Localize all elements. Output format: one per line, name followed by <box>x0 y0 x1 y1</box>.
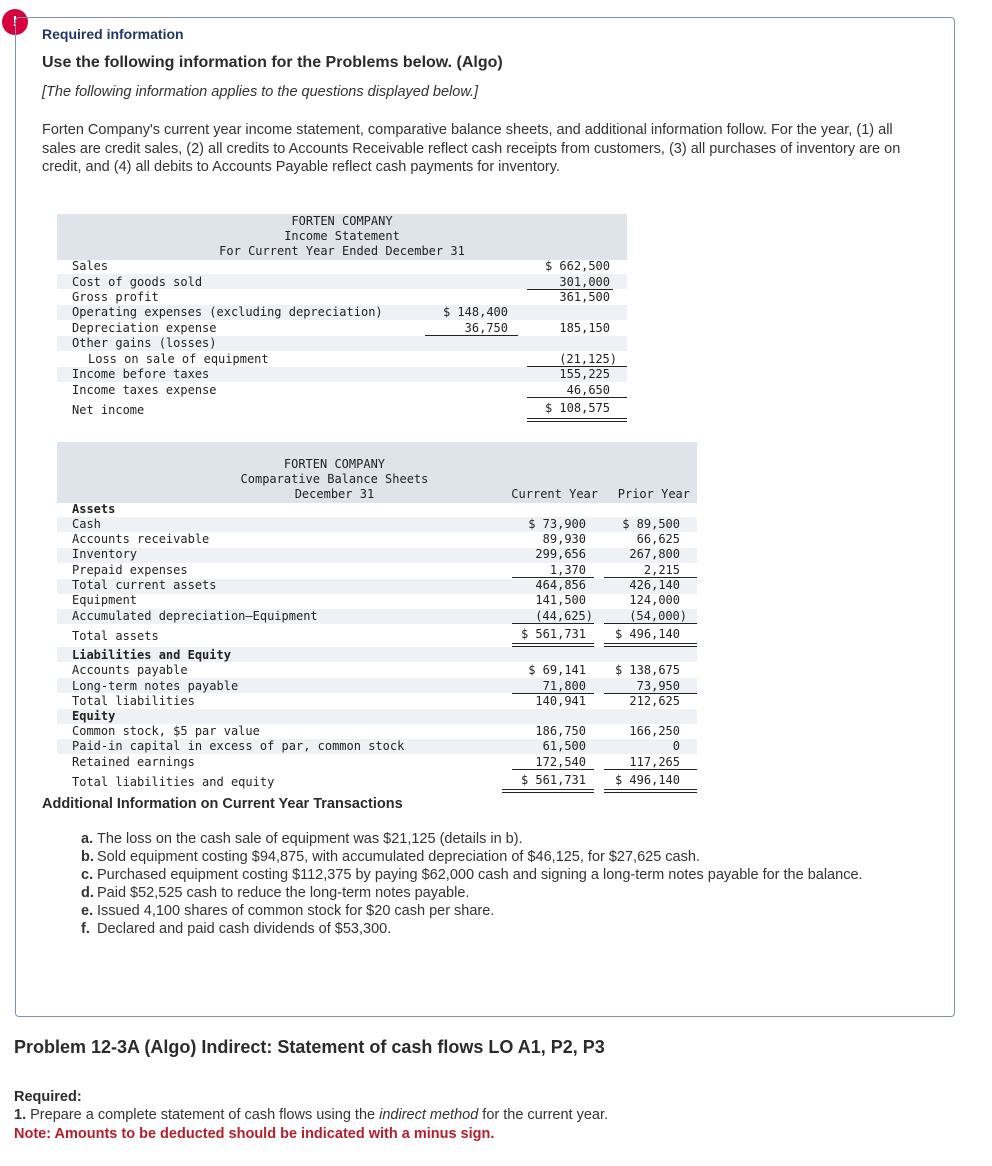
bs-prior-retained-earnings: 117,265 <box>629 755 680 769</box>
bs-label-total-liabilities-equity: Total liabilities and equity <box>72 775 275 789</box>
double-underline <box>527 421 627 422</box>
bs-prior-total-assets: $ 496,140 <box>614 627 680 641</box>
bs-cur-retained-earnings: 172,540 <box>535 755 586 769</box>
bs-label-retained-earnings: Retained earnings <box>72 755 195 769</box>
bs-cur-cash: $ 73,900 <box>528 517 586 531</box>
requirement-text-before: Prepare a complete statement of cash flows using the <box>30 1107 380 1123</box>
bs-title-line-2: Comparative Balance Sheets <box>240 472 429 486</box>
bs-label-common-stock: Common stock, $5 par value <box>72 724 260 738</box>
requirement-1 <box>14 1107 608 1123</box>
item-text: Declared and paid cash dividends of $53,300. <box>97 921 392 937</box>
is-label-net-income: Net income <box>72 403 145 417</box>
is-label-income-before-taxes: Income before taxes <box>72 367 210 381</box>
bs-cur-accounts-receivable: 89,930 <box>542 532 586 546</box>
bs-label-accounts-payable: Accounts payable <box>72 663 188 677</box>
bs-prior-accounts-receivable: 66,625 <box>636 532 680 546</box>
bs-cur-common-stock: 186,750 <box>535 724 586 738</box>
is-title-line-2: Income Statement <box>284 229 400 243</box>
item-text: The loss on the cash sale of equipment was $21,125 (details in b). <box>97 831 523 847</box>
is-value-cogs: 301,000 <box>559 275 610 289</box>
item-letter: e. <box>81 903 94 919</box>
requirement-text-italic: indirect method <box>379 1107 479 1123</box>
bs-label-equipment: Equipment <box>72 593 138 607</box>
bs-cur-total-current-assets: 464,856 <box>535 578 586 592</box>
is-label-other-gains: Other gains (losses) <box>72 336 217 350</box>
bs-label-assets: Assets <box>72 502 116 516</box>
additional-info-heading: Additional Information on Current Year Transactions <box>42 796 403 812</box>
bs-prior-equipment: 124,000 <box>629 593 680 607</box>
is-value-total-expenses: 185,150 <box>559 321 610 335</box>
item-letter: b. <box>81 849 94 865</box>
bs-cur-prepaid-expenses: 1,370 <box>549 563 586 577</box>
is-label-cogs: Cost of goods sold <box>72 275 203 289</box>
additional-info-list <box>81 830 881 938</box>
double-underline <box>604 646 697 647</box>
use-following-heading: Use the following information for the Problems below. (Algo) <box>42 54 503 71</box>
requirement-number: 1. <box>14 1107 27 1123</box>
bs-title-line-3: December 31 <box>294 487 375 501</box>
bs-prior-accumulated-depreciation: (54,000) <box>629 609 687 623</box>
list-item <box>81 830 881 848</box>
is-label-operating-expenses: Operating expenses (excluding depreciation) <box>72 305 383 319</box>
item-text: Sold equipment costing $94,875, with accumulated depreciation of $46,125, for $27,625 cash. <box>97 849 700 865</box>
bs-title-line-1: FORTEN COMPANY <box>283 457 386 471</box>
bs-label-total-liabilities: Total liabilities <box>72 694 195 708</box>
is-value-income-taxes: 46,650 <box>566 383 610 397</box>
is-value-income-before-taxes: 155,225 <box>559 367 610 381</box>
bs-cur-long-term-notes: 71,800 <box>542 679 586 693</box>
item-text: Issued 4,100 shares of common stock for $20 cash per share. <box>97 903 495 919</box>
bs-label-cash: Cash <box>72 517 101 531</box>
underline <box>527 397 627 398</box>
bs-cur-inventory: 299,656 <box>535 547 586 561</box>
is-value-loss-on-sale: (21,125) <box>559 352 617 366</box>
item-letter: d. <box>81 885 94 901</box>
bs-col-current-year: Current Year <box>511 487 598 501</box>
bs-cur-equipment: 141,500 <box>535 593 586 607</box>
bs-cur-total-assets: $ 561,731 <box>520 627 586 641</box>
bs-prior-common-stock: 166,250 <box>629 724 680 738</box>
is-label-gross-profit: Gross profit <box>72 290 159 304</box>
double-underline <box>527 418 627 419</box>
is-label-loss-on-sale: Loss on sale of equipment <box>88 352 269 366</box>
bs-label-equity: Equity <box>72 709 116 723</box>
required-label: Required: <box>14 1089 82 1105</box>
double-underline <box>502 789 594 790</box>
item-text: Paid $52,525 cash to reduce the long-term notes payable. <box>97 885 470 901</box>
bs-label-accumulated-depreciation: Accumulated depreciation—Equipment <box>72 609 318 623</box>
bs-label-paid-in-capital: Paid-in capital in excess of par, common stock <box>72 739 405 753</box>
intro-paragraph: Forten Company's current year income statement, comparative balance sheets, and additional information follow. For the year, (1) all sales are credit sales, (2) all credits to Accounts Receivable reflect cash receipts from customers, (3) all purchases of inventory are on credit, and (4) all debits to Accounts Payable reflect cash payments for inventory. <box>42 122 901 175</box>
list-item <box>81 884 881 902</box>
bs-label-long-term-notes: Long-term notes payable <box>72 679 239 693</box>
list-item <box>81 866 881 884</box>
is-label-sales: Sales <box>72 259 109 273</box>
underline <box>604 769 697 770</box>
bs-prior-prepaid-expenses: 2,215 <box>643 563 680 577</box>
is-value-sales: $ 662,500 <box>544 259 610 273</box>
bs-cur-total-liabilities-equity: $ 561,731 <box>520 773 586 787</box>
required-information-heading: Required information <box>42 26 184 42</box>
bs-cur-paid-in-capital: 61,500 <box>542 739 586 753</box>
is-value-gross-profit: 361,500 <box>559 290 610 304</box>
bs-label-accounts-receivable: Accounts receivable <box>72 532 210 546</box>
row-stripe <box>57 709 697 724</box>
bs-label-total-assets: Total assets <box>72 629 159 643</box>
underline <box>604 623 697 624</box>
is-label-income-taxes: Income taxes expense <box>72 383 217 397</box>
underline <box>512 769 594 770</box>
applies-note: [The following information applies to the questions displayed below.] <box>42 84 479 100</box>
bs-prior-total-current-assets: 426,140 <box>629 578 680 592</box>
list-item <box>81 848 881 866</box>
double-underline <box>512 643 594 644</box>
requirement-text-after: for the current year. <box>478 1107 609 1123</box>
double-underline <box>502 792 594 793</box>
list-item <box>81 902 881 920</box>
bs-col-prior-year: Prior Year <box>617 487 690 501</box>
bs-label-prepaid-expenses: Prepaid expenses <box>72 563 188 577</box>
bs-prior-long-term-notes: 73,950 <box>636 679 680 693</box>
double-underline <box>604 789 697 790</box>
is-value-depreciation: 36,750 <box>464 321 508 335</box>
alert-icon: ! <box>2 9 28 35</box>
bs-prior-paid-in-capital: 0 <box>672 739 680 753</box>
is-title-line-1: FORTEN COMPANY <box>291 214 393 228</box>
bs-cur-total-liabilities: 140,941 <box>535 694 586 708</box>
bs-label-inventory: Inventory <box>72 547 138 561</box>
bs-label-liabilities-and-equity: Liabilities and Equity <box>72 648 231 662</box>
bs-cur-accounts-payable: $ 69,141 <box>528 663 586 677</box>
item-letter: f. <box>81 921 90 937</box>
item-letter: a. <box>81 831 94 847</box>
is-value-net-income: $ 108,575 <box>544 401 610 415</box>
requirement-note: Note: Amounts to be deducted should be indicated with a minus sign. <box>14 1126 495 1142</box>
bs-cur-accumulated-depreciation: (44,625) <box>535 609 593 623</box>
underline <box>512 623 594 624</box>
is-title-line-3: For Current Year Ended December 31 <box>219 244 465 258</box>
item-letter: c. <box>81 867 94 883</box>
is-label-depreciation: Depreciation expense <box>72 321 217 335</box>
double-underline <box>512 646 594 647</box>
is-value-operating-expenses: $ 148,400 <box>442 305 508 319</box>
underline <box>425 335 518 336</box>
bs-prior-inventory: 267,800 <box>629 547 680 561</box>
bs-prior-accounts-payable: $ 138,675 <box>614 663 680 677</box>
double-underline <box>604 792 697 793</box>
bs-label-total-current-assets: Total current assets <box>72 578 217 592</box>
bs-prior-cash: $ 89,500 <box>622 517 680 531</box>
list-item <box>81 920 881 938</box>
double-underline <box>604 643 697 644</box>
problem-title: Problem 12-3A (Algo) Indirect: Statement of cash flows LO A1, P2, P3 <box>14 1037 605 1057</box>
bs-prior-total-liabilities: 212,625 <box>629 694 680 708</box>
bs-prior-total-liabilities-equity: $ 496,140 <box>614 773 680 787</box>
item-text: Purchased equipment costing $112,375 by paying $62,000 cash and signing a long-term notes payable for the balance. <box>97 867 863 883</box>
